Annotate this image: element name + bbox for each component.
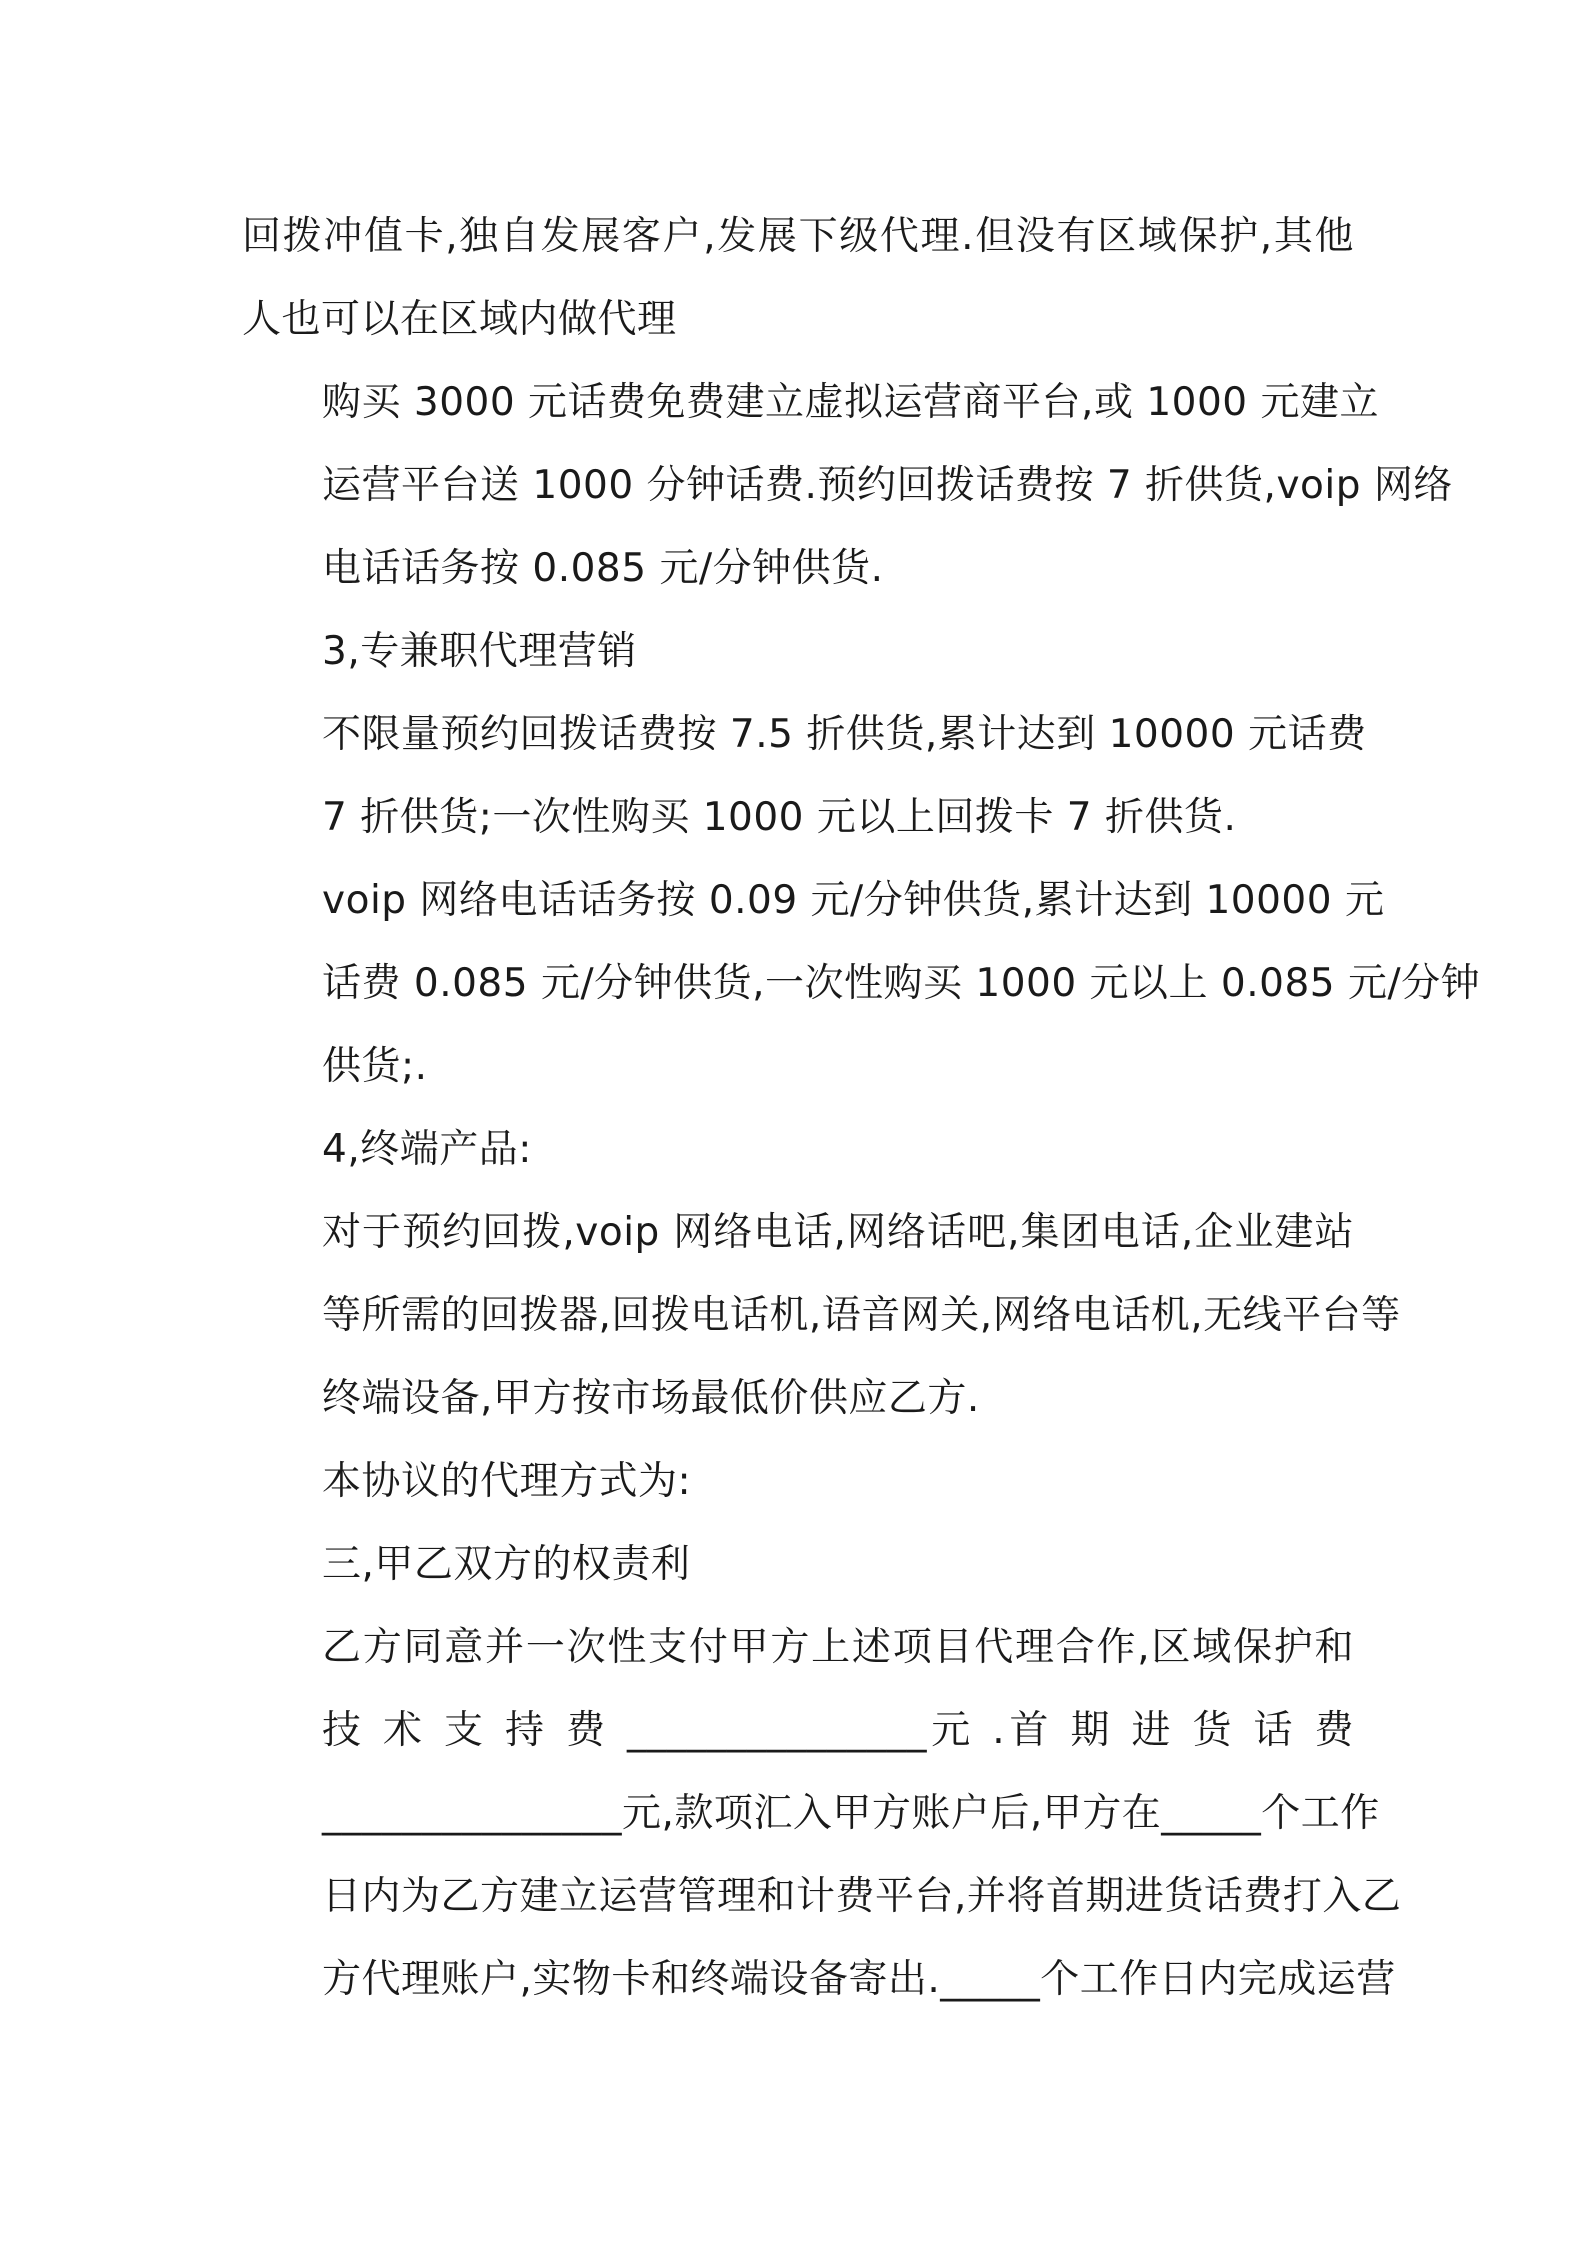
text-line: 回拨冲值卡,独自发展客户,发展下级代理.但没有区域保护,其他: [242, 214, 1354, 259]
text-line: 技 术 支 持 费 _______________元 .首 期 进 货 话 费: [322, 1708, 1354, 1753]
paragraph: [242, 1606, 1402, 2021]
text-line: 供货;.: [322, 1044, 428, 1089]
text-line: 对于预约回拨,voip 网络电话,网络话吧,集团电话,企业建站: [322, 1210, 1354, 1255]
paragraph: [242, 1440, 1354, 1523]
text-line: 4,终端产品:: [322, 1127, 532, 1172]
text-line: 不限量预约回拨话费按 7.5 折供货,累计达到 10000 元话费: [322, 712, 1367, 757]
text-line: 三,甲乙双方的权责利: [322, 1542, 691, 1587]
text-line: 人也可以在区域内做代理: [242, 297, 677, 342]
text-line: 终端设备,甲方按市场最低价供应乙方.: [322, 1376, 980, 1421]
text-line: 话费 0.085 元/分钟供货,一次性购买 1000 元以上 0.085 元/分钟: [322, 961, 1481, 1006]
text-line: 运营平台送 1000 分钟话费.预约回拨话费按 7 折供货,voip 网络: [322, 463, 1453, 508]
text-line: 方代理账户,实物卡和终端设备寄出._____个工作日内完成运营: [322, 1957, 1396, 2002]
text-line: 购买 3000 元话费免费建立虚拟运营商平台,或 1000 元建立: [322, 380, 1379, 425]
text-line: 本协议的代理方式为:: [322, 1459, 692, 1504]
text-line: 电话话务按 0.085 元/分钟供货.: [322, 546, 884, 591]
paragraph: [242, 195, 1354, 361]
paragraph: [242, 1108, 1354, 1191]
paragraph: [242, 1523, 1354, 1606]
paragraph: [242, 693, 1367, 859]
text-line: 等所需的回拨器,回拨电话机,语音网关,网络电话机,无线平台等: [322, 1293, 1401, 1338]
paragraph: [242, 610, 1354, 693]
text-line: voip 网络电话话务按 0.09 元/分钟供货,累计达到 10000 元: [322, 878, 1385, 923]
text-line: 日内为乙方建立运营管理和计费平台,并将首期进货话费打入乙: [322, 1874, 1402, 1919]
paragraph: [242, 361, 1453, 610]
paragraph: [242, 859, 1481, 1108]
text-line: 乙方同意并一次性支付甲方上述项目代理合作,区域保护和: [322, 1625, 1354, 1670]
text-line: _______________元,款项汇入甲方账户后,甲方在_____个工作: [322, 1791, 1380, 1836]
text-line: 7 折供货;一次性购买 1000 元以上回拨卡 7 折供货.: [322, 795, 1237, 840]
paragraph: [242, 1191, 1401, 1440]
text-line: 3,专兼职代理营销: [322, 629, 637, 674]
document-body: [242, 195, 1481, 2021]
